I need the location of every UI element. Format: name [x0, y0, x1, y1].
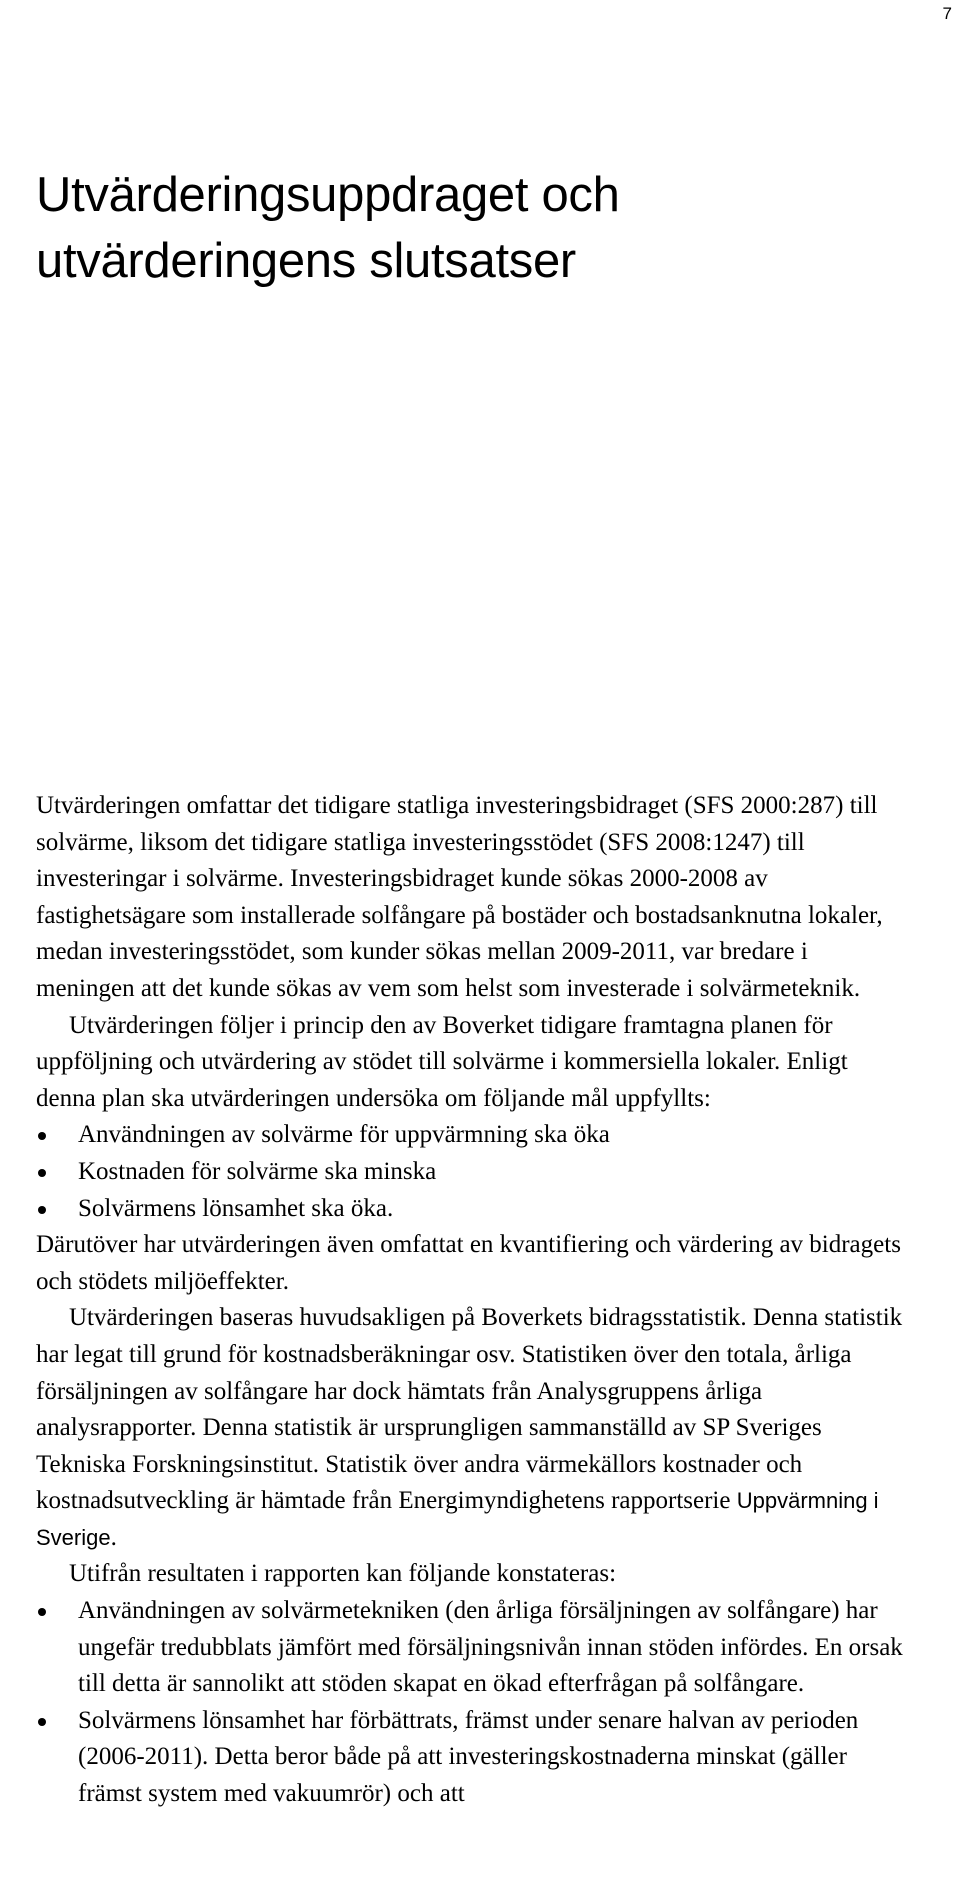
page-number: 7 — [942, 4, 952, 23]
sources-end: . — [110, 1523, 117, 1551]
paragraph-sources — [36, 1300, 906, 1556]
list-item — [36, 1703, 906, 1813]
sources-text: Utvärderingen baseras huvudsakligen på Boverkets bidragsstatistik. Denna statistik har legat till grund för kostnadsberäkningar osv. Statistiken över den totala, årliga försäljningen av solfångare har dock hämtats från Analysgruppens årliga analysrapporter. Denna statistik är ursprungligen sammanställd av SP Sveriges Tekniska Forskningsinstitut. Statistik över andra värmekällors kostnader och kostnadsutveckling är hämtade från Energimyndighetens rapportserie — [36, 1304, 903, 1515]
paragraph-plan: Utvärderingen följer i princip den av Boverket tidigare framtagna planen för uppföljning och utvärdering av stödet till solvärme i kommersiella lokaler. Enligt denna plan ska utvärderingen undersöka om följande mål uppfyllts: — [36, 1011, 848, 1112]
bullet-icon — [38, 1169, 46, 1177]
bullet-icon — [38, 1206, 46, 1214]
body-text — [36, 788, 906, 1813]
goals-list — [36, 1117, 906, 1227]
list-item-text: Solvärmens lönsamhet ska öka. — [78, 1194, 394, 1222]
list-item-text: Solvärmens lönsamhet har förbättrats, främst under senare halvan av perioden (2006-2011). Detta beror både på att investeringskostnaderna minskat (gäller främst system med vakuumrör) och att — [78, 1706, 859, 1808]
bullet-icon — [38, 1608, 46, 1616]
list-item-text: Användningen av solvärme för uppvärmning ska öka — [78, 1121, 610, 1149]
conclusions-list — [36, 1593, 906, 1813]
report-series-title: Uppvärmning i Sverige — [36, 1488, 879, 1550]
bullet-icon — [38, 1718, 46, 1726]
paragraph-environment: Därutöver har utvärderingen även omfattat en kvantifiering och värdering av bidragets och stödets miljöeffekter. — [36, 1231, 901, 1295]
list-item-text: Användningen av solvärmetekniken (den årliga försäljningen av solfångare) har ungefär tredubblats jämfört med försäljningsnivån innan stöden infördes. En orsak till detta är sannolikt att stöden skapat en ökad efterfrågan på solfångare. — [78, 1597, 903, 1698]
paragraph-scope: Utvärderingen omfattar det tidigare statliga investeringsbidraget (SFS 2000:287) till solvärme, liksom det tidigare statliga investeringsstödet (SFS 2008:1247) till investeringar i solvärme. Investeringsbidraget kunde sökas 2000-2008 av fastighetsägare som installerade solfångare på bostäder och bostadsanknutna lokaler, medan investeringsstödet, som kunder sökas mellan 2009-2011, var bredare i meningen att det kunde sökas av vem som helst som investerade i solvärmeteknik. — [36, 792, 883, 1002]
chapter-title-line-1: Utvärderingsuppdraget och — [36, 168, 620, 222]
chapter-title — [36, 162, 620, 294]
paragraph-conclusions-intro: Utifrån resultaten i rapporten kan följande konstateras: — [69, 1560, 617, 1588]
list-item — [36, 1593, 906, 1703]
chapter-title-line-2: utvärderingens slutsatser — [36, 234, 576, 288]
list-item — [36, 1154, 906, 1191]
bullet-icon — [38, 1132, 46, 1140]
list-item — [36, 1191, 906, 1228]
list-item-text: Kostnaden för solvärme ska minska — [78, 1157, 437, 1185]
list-item — [36, 1117, 906, 1154]
